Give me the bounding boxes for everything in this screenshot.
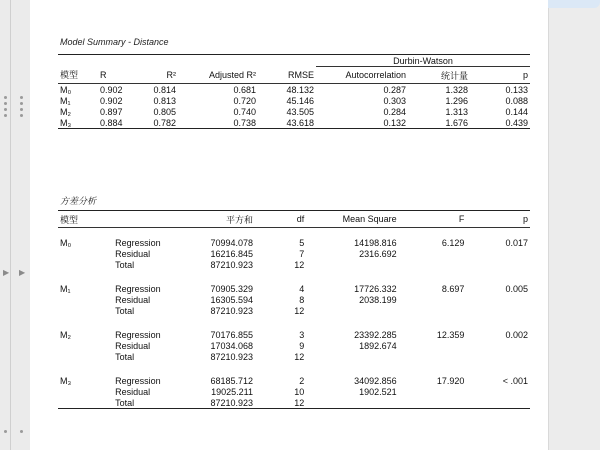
cell: 48.132 [286, 84, 314, 95]
cell: 68185.712 [210, 375, 253, 386]
cell: 0.782 [134, 117, 178, 129]
cell: 12 [294, 259, 305, 270]
cell: 0.681 [233, 84, 256, 95]
cell: 12 [294, 351, 305, 362]
cell: 45.146 [286, 95, 314, 106]
cell: 2 [299, 375, 305, 386]
source-cell: Total [103, 397, 175, 409]
cell: 43.505 [286, 106, 314, 117]
drag-handle-icon[interactable] [4, 96, 8, 120]
spacer-cell [58, 362, 530, 375]
col-header: 模型 [58, 211, 103, 228]
cell: 0.132 [316, 117, 408, 129]
cell: 70905.329 [210, 283, 253, 294]
cell: 0.902 [100, 95, 123, 106]
col-header: 模型 [58, 67, 98, 84]
col-header: Mean Square [306, 211, 398, 228]
drag-handle-icon[interactable] [20, 96, 24, 120]
anova-title: 方差分析 [60, 196, 97, 206]
table-row [58, 329, 530, 340]
anova-table [58, 210, 530, 409]
cell: 0.814 [153, 84, 176, 95]
cell: 0.813 [153, 95, 176, 106]
table-row [58, 237, 530, 248]
cell: 0.017 [505, 237, 528, 248]
cell: 1.313 [445, 106, 468, 117]
col-header: Autocorrelation [316, 67, 408, 84]
cell: 17726.332 [354, 283, 397, 294]
model-summary-title: Model Summary - Distance [60, 37, 169, 47]
group-spacer [58, 316, 530, 329]
cell: 17034.068 [210, 340, 253, 351]
cell: 1.328 [445, 84, 468, 95]
cell: 87210.923 [175, 397, 255, 409]
cell [306, 259, 398, 270]
left-panel-gutter [0, 0, 31, 450]
table-row [58, 375, 530, 386]
table-row [58, 283, 530, 294]
source-cell: Total [115, 351, 135, 362]
cell [399, 305, 467, 316]
cell: 4 [299, 283, 305, 294]
model-cell: M₀ [60, 237, 72, 248]
table-row [58, 106, 530, 117]
table-row [58, 259, 530, 270]
source-cell: Residual [115, 386, 151, 397]
durbin-watson-header: Durbin-Watson [316, 55, 530, 67]
spacer-cell [58, 270, 530, 283]
cell: 87210.923 [210, 305, 253, 316]
source-cell: Regression [115, 329, 161, 340]
cell: 1.296 [445, 95, 468, 106]
cell: 0.133 [505, 84, 528, 95]
spacer-cell [58, 228, 530, 238]
group-spacer [58, 228, 530, 238]
cell: 87210.923 [210, 351, 253, 362]
source-cell: Residual [115, 340, 151, 351]
cell: 0.805 [153, 106, 176, 117]
model-cell: M₂ [60, 329, 71, 340]
group-spacer [58, 270, 530, 283]
cell: 87210.923 [210, 259, 253, 270]
cell: 43.618 [258, 117, 316, 129]
cell: 8.697 [441, 283, 465, 294]
table-row [58, 95, 530, 106]
source-cell: Residual [115, 294, 151, 305]
table-row [58, 386, 530, 397]
table-row [58, 117, 530, 129]
model-cell [58, 294, 103, 305]
col-header: 统计量 [408, 67, 470, 84]
cell [399, 386, 467, 397]
cell: 0.284 [383, 106, 406, 117]
cell: 70176.855 [210, 329, 253, 340]
cell: 1892.674 [359, 340, 397, 351]
col-header: R [98, 67, 134, 84]
cell: 0.287 [383, 84, 406, 95]
cell: 16216.845 [210, 248, 253, 259]
cell: 12 [294, 305, 305, 316]
table-row [58, 340, 530, 351]
cell: M₂ [60, 106, 71, 117]
cell: 2038.199 [359, 294, 397, 305]
cell [466, 351, 530, 362]
right-panel-gutter [548, 0, 600, 450]
cell [466, 294, 530, 305]
cell [399, 259, 467, 270]
cell: M₀ [60, 84, 72, 95]
cell [466, 305, 530, 316]
cell [399, 397, 467, 409]
expand-left-arrow-icon[interactable]: ▶ [3, 268, 10, 277]
cell [306, 305, 398, 316]
table-row [58, 248, 530, 259]
cell [466, 259, 530, 270]
cell: < .001 [502, 375, 528, 386]
bottom-handle-icon[interactable] [4, 430, 8, 436]
cell: 34092.856 [354, 375, 397, 386]
table-row [58, 84, 530, 96]
cell: 0.902 [100, 84, 123, 95]
col-header [103, 211, 175, 228]
col-header: Adjusted R² [178, 67, 258, 84]
cell [466, 340, 530, 351]
cell [466, 386, 530, 397]
cell: 0.740 [233, 106, 256, 117]
cell: 12.359 [436, 329, 465, 340]
cell: 0.884 [98, 117, 134, 129]
cell: 16305.594 [210, 294, 253, 305]
cell [399, 351, 467, 362]
cell: 10 [294, 386, 305, 397]
cell: 6.129 [441, 237, 465, 248]
cell: 7 [299, 248, 305, 259]
source-cell: Regression [115, 237, 161, 248]
source-cell: Total [115, 305, 135, 316]
model-cell [58, 386, 103, 397]
cell: 9 [299, 340, 305, 351]
col-header: df [255, 211, 306, 228]
cell [306, 351, 398, 362]
cell: 2316.692 [359, 248, 397, 259]
model-cell [58, 248, 103, 259]
cell: 0.303 [383, 95, 406, 106]
cell: 0.144 [505, 106, 528, 117]
cell [306, 397, 398, 409]
col-header: 平方和 [175, 211, 255, 228]
col-header: p [466, 211, 530, 228]
cell [399, 294, 467, 305]
cell: M₃ [58, 117, 98, 129]
cell: 0.088 [505, 95, 528, 106]
col-header: p [470, 67, 530, 84]
col-header: F [399, 211, 467, 228]
cell: 0.439 [470, 117, 530, 129]
group-spacer [58, 362, 530, 375]
cell: 0.720 [233, 95, 256, 106]
cell: 0.738 [178, 117, 258, 129]
cell: 19025.211 [211, 386, 253, 397]
panel-divider[interactable] [10, 0, 11, 450]
cell: 17.920 [436, 375, 465, 386]
model-cell [58, 351, 103, 362]
cell: 3 [299, 329, 305, 340]
model-cell [58, 340, 103, 351]
model-cell [58, 259, 103, 270]
source-cell: Residual [115, 248, 151, 259]
table-row [58, 294, 530, 305]
cell: 12 [255, 397, 306, 409]
table-row [58, 351, 530, 362]
cell: 5 [299, 237, 305, 248]
cell [466, 397, 530, 409]
model-cell: M₃ [60, 375, 72, 386]
source-cell: Regression [115, 283, 161, 294]
cell [466, 248, 530, 259]
col-header: R² [134, 67, 178, 84]
spacer-cell [58, 316, 530, 329]
cell: 8 [299, 294, 305, 305]
cell [399, 248, 467, 259]
model-cell [58, 397, 103, 409]
table-row [58, 397, 530, 409]
expand-right-arrow-icon[interactable]: ▶ [19, 268, 26, 277]
cell: 23392.285 [354, 329, 397, 340]
cell: 14198.816 [354, 237, 397, 248]
model-cell: M₁ [60, 283, 71, 294]
bottom-handle-icon[interactable] [20, 430, 24, 436]
cell: 1.676 [408, 117, 470, 129]
cell: 70994.078 [210, 237, 253, 248]
cell: 1902.521 [359, 386, 397, 397]
table-row [58, 305, 530, 316]
model-cell [58, 305, 103, 316]
source-cell: Total [115, 259, 135, 270]
cell: 0.005 [505, 283, 528, 294]
cell: 0.897 [100, 106, 123, 117]
cell: 0.002 [505, 329, 528, 340]
cell [399, 340, 467, 351]
cell: M₁ [60, 95, 71, 106]
model-summary-table [58, 54, 530, 129]
col-header: RMSE [258, 67, 316, 84]
source-cell: Regression [115, 375, 161, 386]
